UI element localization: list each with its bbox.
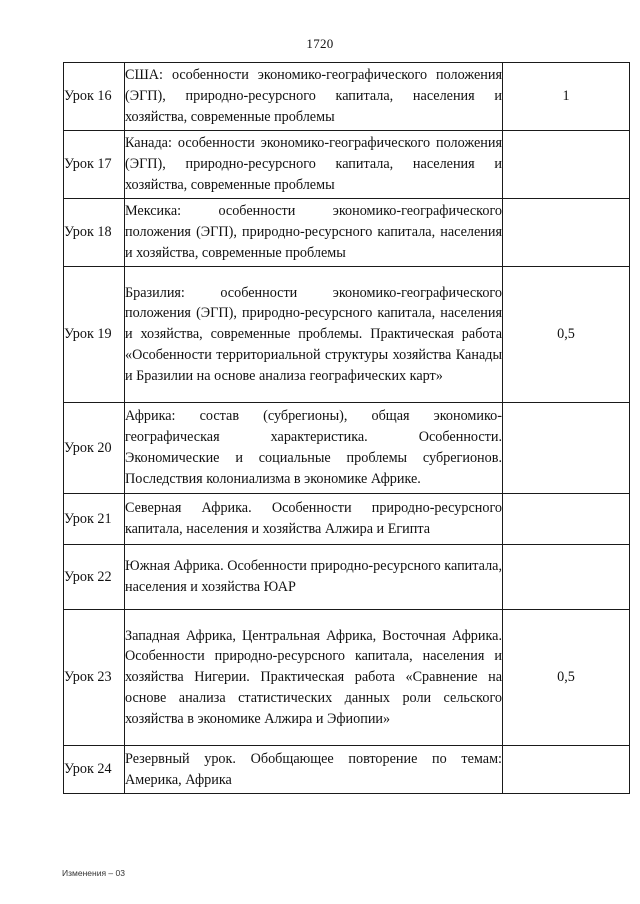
lesson-hours-cell: 0,5 [503,610,630,746]
table-row [64,746,630,794]
lesson-topic-cell: Южная Африка. Особенности природно-ресурсного капитала, населения и хозяйства ЮАР [125,545,503,610]
lesson-number-cell: Урок 23 [64,610,125,746]
table-row [64,545,630,610]
lesson-hours-cell [503,746,630,794]
lesson-number-cell: Урок 21 [64,494,125,545]
lesson-topic-cell: Западная Африка, Центральная Африка, Восточная Африка. Особенности природно-ресурсного капитала, населения и хозяйства Нигерии. Практическая работа «Сравнение на основе анализа статистических данных роли сельского хозяйства в экономике Алжира и Эфиопии» [125,610,503,746]
lesson-plan-table [63,62,630,794]
lesson-hours-cell [503,131,630,199]
lesson-topic-cell: Мексика: особенности экономико-географического положения (ЭГП), природно-ресурсного капитала, населения и хозяйства, современные проблемы [125,199,503,267]
lesson-number-cell: Урок 22 [64,545,125,610]
table-row [64,199,630,267]
lesson-hours-cell [503,494,630,545]
lesson-number-cell: Урок 17 [64,131,125,199]
lesson-hours-cell [503,199,630,267]
lesson-topic-cell: США: особенности экономико-географического положения (ЭГП), природно-ресурсного капитала, населения и хозяйства, современные проблемы [125,63,503,131]
lesson-hours-cell [503,545,630,610]
table-row [64,63,630,131]
table-row [64,131,630,199]
lesson-topic-cell: Африка: состав (субрегионы), общая экономико-географическая характеристика. Особенности. Экономические и социальные проблемы субрегионов. Последствия колониализма в экономике Африке. [125,403,503,494]
lesson-topic-cell: Канада: особенности экономико-географического положения (ЭГП), природно-ресурсного капитала, населения и хозяйства, современные проблемы [125,131,503,199]
lesson-number-cell: Урок 20 [64,403,125,494]
lesson-number-cell: Урок 18 [64,199,125,267]
table-row [64,267,630,403]
lesson-number-cell: Урок 16 [64,63,125,131]
page-number: 1720 [306,36,334,51]
lesson-topic-cell: Северная Африка. Особенности природно-ресурсного капитала, населения и хозяйства Алжира и Египта [125,494,503,545]
table-row [64,403,630,494]
lesson-topic-cell: Резервный урок. Обобщающее повторение по темам: Америка, Африка [125,746,503,794]
lesson-number-cell: Урок 24 [64,746,125,794]
lesson-number-cell: Урок 19 [64,267,125,403]
lesson-hours-cell [503,403,630,494]
table-row [64,610,630,746]
footer-revision-note: Изменения – 03 [62,868,125,878]
table-row [64,494,630,545]
lesson-topic-cell: Бразилия: особенности экономико-географического положения (ЭГП), природно-ресурсного капитала, населения и хозяйства, современные проблемы. Практическая работа «Особенности территориальной структуры хозяйства Канады и Бразилии на основе анализа географических карт» [125,267,503,403]
lesson-hours-cell: 1 [503,63,630,131]
lesson-hours-cell: 0,5 [503,267,630,403]
